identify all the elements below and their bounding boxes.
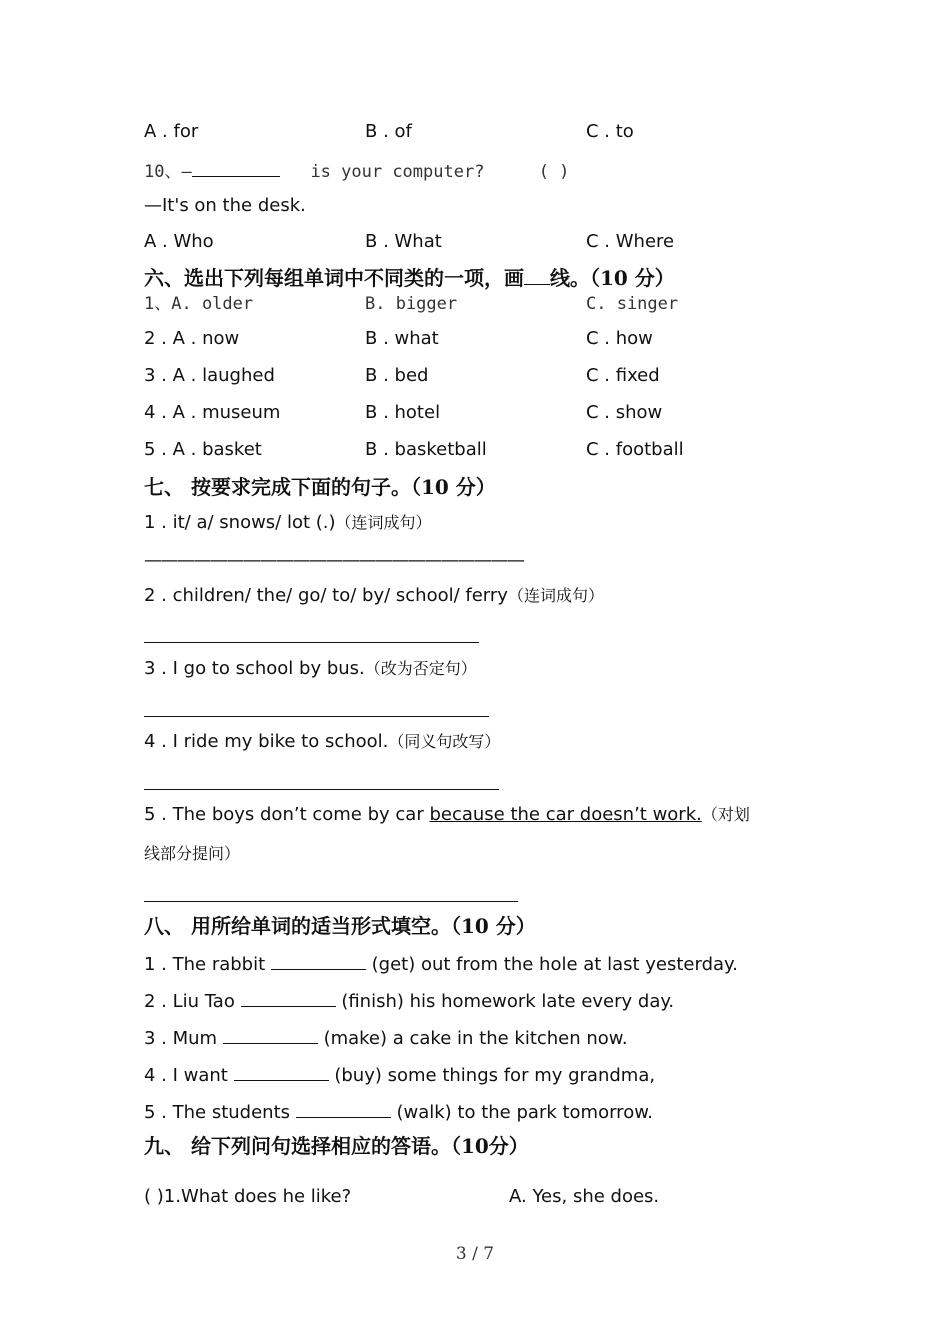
sec6-row-2-b: B . what (365, 328, 439, 349)
q10-option-a: A . Who (144, 231, 214, 252)
sec7-q3-note: （改为否定句） (364, 659, 477, 678)
sec6-row-3-a: 3 . A . laughed (144, 365, 275, 386)
q10-question: is your computer? (310, 162, 485, 182)
sec8-item-1-post: (get) out from the hole at last yesterday. (371, 954, 738, 975)
section-9-title: 九、 给下列问句选择相应的答语。（10分） (144, 1134, 529, 1158)
sec6-row-1-c: C. singer (586, 294, 679, 314)
sec8-item-4-pre: 4 . I want (144, 1065, 228, 1086)
q9-option-c: C . to (586, 121, 634, 142)
sec6-row-1-a: 1、A. older (144, 294, 254, 314)
sec6-row-4-a: 4 . A . museum (144, 402, 281, 423)
sec7-q4-answer-line (144, 789, 499, 790)
sec7-q1-note: （连词成句） (335, 513, 432, 532)
sec8-item-2 (144, 988, 674, 1013)
section-8-title: 八、 用所给单词的适当形式填空。（10 分） (144, 914, 536, 938)
sec7-q5-note-cont: 线部分提问） (144, 844, 241, 863)
sec8-item-2-blank (241, 988, 336, 1007)
sec6-row-5-c: C . football (586, 439, 684, 460)
sec7-q2-note: （连词成句） (507, 586, 604, 605)
sec7-q4 (144, 731, 500, 753)
sec7-q2-answer-line (144, 642, 479, 643)
sec8-item-3-blank (223, 1025, 318, 1044)
sec7-q5-note: （对划 (701, 805, 750, 824)
q9-option-a: A . for (144, 121, 199, 142)
section-7-title: 七、 按要求完成下面的句子。（10 分） (144, 475, 496, 499)
sec9-q1-question: ( )1.What does he like? (144, 1186, 352, 1207)
sec8-item-4 (144, 1062, 655, 1087)
sec6-row-4-c: C . show (586, 402, 663, 423)
sec8-item-1-pre: 1 . The rabbit (144, 954, 266, 975)
section-6-blank (524, 266, 550, 285)
sec8-item-3-post: (make) a cake in the kitchen now. (323, 1028, 628, 1049)
section-6-title (144, 266, 675, 289)
sec7-q3-text: 3 . I go to school by bus. (144, 658, 365, 679)
section-6-title-suffix: 线。（10 分） (550, 266, 675, 290)
sec7-q5-text: 5 . The boys don’t come by car (144, 804, 430, 825)
sec7-q4-note: （同义句改写） (388, 732, 501, 751)
sec7-q5-underlined: because the car doesn’t work. (429, 804, 702, 825)
sec7-q2 (144, 585, 604, 607)
page-number: 3 / 7 (455, 1244, 495, 1264)
sec7-q1 (144, 512, 432, 534)
q9-option-b: B . of (365, 121, 412, 142)
q10-option-b: B . What (365, 231, 442, 252)
sec8-item-2-pre: 2 . Liu Tao (144, 991, 235, 1012)
sec7-q2-text: 2 . children/ the/ go/ to/ by/ school/ ferry (144, 585, 508, 606)
sec6-row-1-b: B. bigger (365, 294, 458, 314)
q10-stem (144, 160, 569, 183)
sec7-q1-answer-line: ——————————————————————— (144, 550, 524, 571)
sec8-item-5-pre: 5 . The students (144, 1102, 291, 1123)
sec8-item-1 (144, 951, 738, 976)
sec9-q1-answer: A. Yes, she does. (509, 1186, 660, 1207)
q10-answer-paren: ( ) (538, 162, 570, 182)
sec8-item-5 (144, 1099, 653, 1124)
sec7-q5 (144, 804, 750, 826)
sec6-row-2-c: C . how (586, 328, 653, 349)
q10-response: —It's on the desk. (144, 195, 306, 216)
sec8-item-4-post: (buy) some things for my grandma, (334, 1065, 656, 1086)
sec6-row-2-a: 2 . A . now (144, 328, 240, 349)
q10-prefix: 10、— (144, 162, 192, 182)
sec6-row-4-b: B . hotel (365, 402, 441, 423)
sec8-item-3-pre: 3 . Mum (144, 1028, 218, 1049)
section-6-title-text: 六、选出下列每组单词中不同类的一项，画 (144, 266, 524, 290)
sec8-item-5-post: (walk) to the park tomorrow. (396, 1102, 653, 1123)
q10-blank (192, 160, 280, 177)
sec8-item-1-blank (271, 951, 366, 970)
sec6-row-3-b: B . bed (365, 365, 429, 386)
sec8-item-3 (144, 1025, 628, 1050)
sec6-row-5-a: 5 . A . basket (144, 439, 262, 460)
sec6-row-3-c: C . fixed (586, 365, 660, 386)
sec8-item-4-blank (234, 1062, 329, 1081)
sec7-q5-answer-line (144, 901, 518, 902)
sec7-q1-text: 1 . it/ a/ snows/ lot (.) (144, 512, 336, 533)
sec8-item-5-blank (296, 1099, 391, 1118)
sec7-q3-answer-line (144, 716, 489, 717)
q10-option-c: C . Where (586, 231, 675, 252)
sec8-item-2-post: (finish) his homework late every day. (341, 991, 675, 1012)
sec7-q3 (144, 658, 477, 680)
sec6-row-5-b: B . basketball (365, 439, 487, 460)
sec7-q4-text: 4 . I ride my bike to school. (144, 731, 389, 752)
